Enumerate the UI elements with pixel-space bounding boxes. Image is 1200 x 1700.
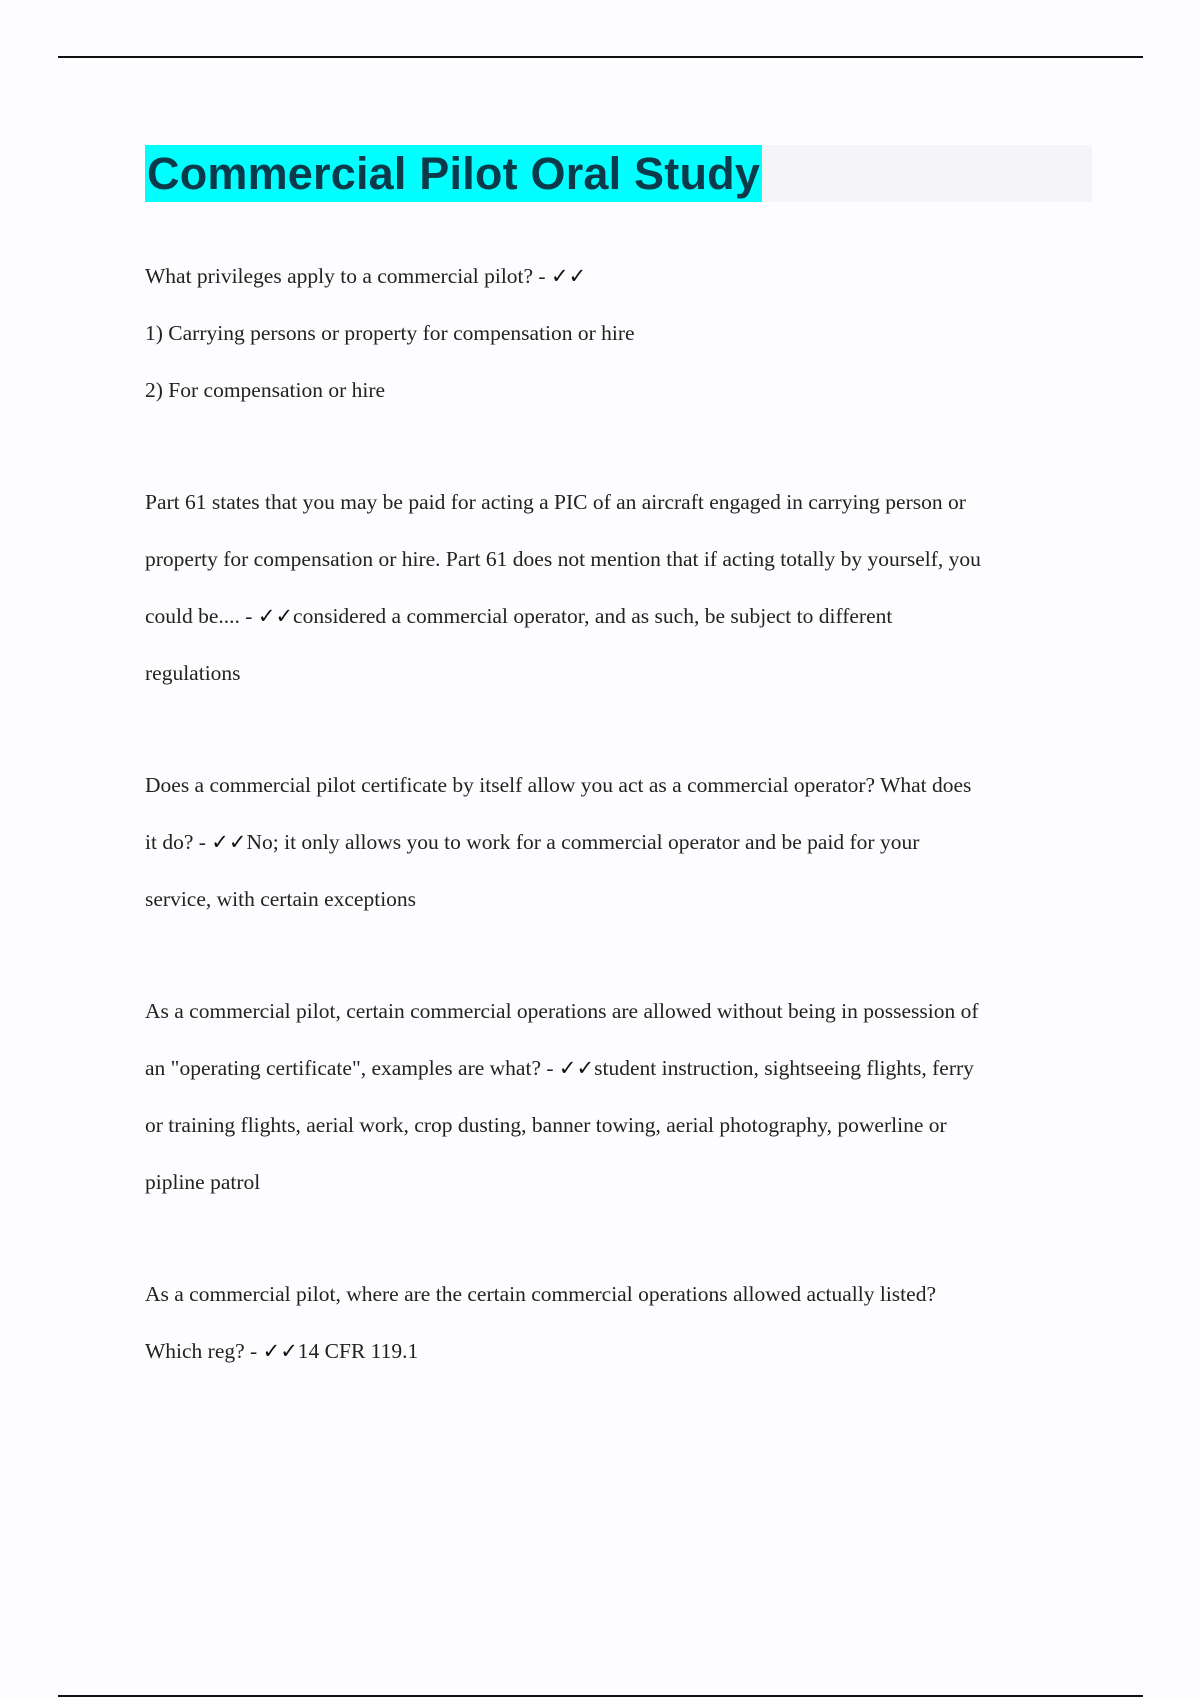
check-mark-icon: ✓✓ [262, 1339, 298, 1363]
spacer [145, 1215, 1095, 1270]
question-2-line-3 [145, 592, 1095, 649]
document-title: Commercial Pilot Oral Study [145, 145, 762, 202]
question-5-line-2 [145, 1327, 1095, 1384]
question-text: could be.... - [145, 604, 258, 628]
answer-4-line-3: pipline patrol [145, 1170, 261, 1194]
top-rule [58, 56, 1143, 58]
answer-3-line-2: service, with certain exceptions [145, 887, 417, 911]
question-2-line-2: property for compensation or hire. Part 61 does not mention that if acting totally by yourself, you [145, 547, 981, 571]
question-text: an "operating certificate", examples are what? - [145, 1056, 559, 1080]
answer-1-line-1: 1) Carrying persons or property for compensation or hire [145, 321, 635, 345]
answer-text: No; it only allows you to work for a commercial operator and be paid for your [246, 830, 920, 854]
question-text: it do? - [145, 830, 212, 854]
question-3-line-2 [145, 818, 1095, 875]
spacer [145, 423, 1095, 478]
answer-1-line-2: 2) For compensation or hire [145, 378, 386, 402]
answer-text: 14 CFR 119.1 [297, 1339, 419, 1363]
question-text: Which reg? - [145, 1339, 263, 1363]
question-3-line-1: Does a commercial pilot certificate by itself allow you act as a commercial operator? What does [145, 773, 972, 797]
spacer [145, 706, 1095, 761]
question-2-line-1: Part 61 states that you may be paid for acting a PIC of an aircraft engaged in carrying person or [145, 490, 966, 514]
check-mark-icon: ✓✓ [550, 264, 587, 288]
question-4-line-2 [145, 1044, 1095, 1101]
spacer [145, 932, 1095, 987]
check-mark-icon: ✓✓ [211, 830, 247, 854]
answer-text: student instruction, sightseeing flights, ferry [594, 1056, 974, 1080]
answer-4-line-2: or training flights, aerial work, crop dusting, banner towing, aerial photography, powerline or [145, 1113, 947, 1137]
question-5-line-1: As a commercial pilot, where are the certain commercial operations allowed actually listed? [145, 1282, 936, 1306]
question-4-line-1: As a commercial pilot, certain commercial operations are allowed without being in possession of [145, 999, 979, 1023]
question-text: What privileges apply to a commercial pilot? - [145, 264, 551, 288]
check-mark-icon: ✓✓ [257, 604, 294, 628]
answer-2-line-2: regulations [145, 661, 241, 685]
answer-text: considered a commercial operator, and as such, be subject to different [293, 604, 893, 628]
bottom-rule [58, 1695, 1143, 1697]
check-mark-icon: ✓✓ [558, 1056, 595, 1080]
question-1 [145, 252, 1095, 309]
document-body [145, 252, 1095, 1384]
